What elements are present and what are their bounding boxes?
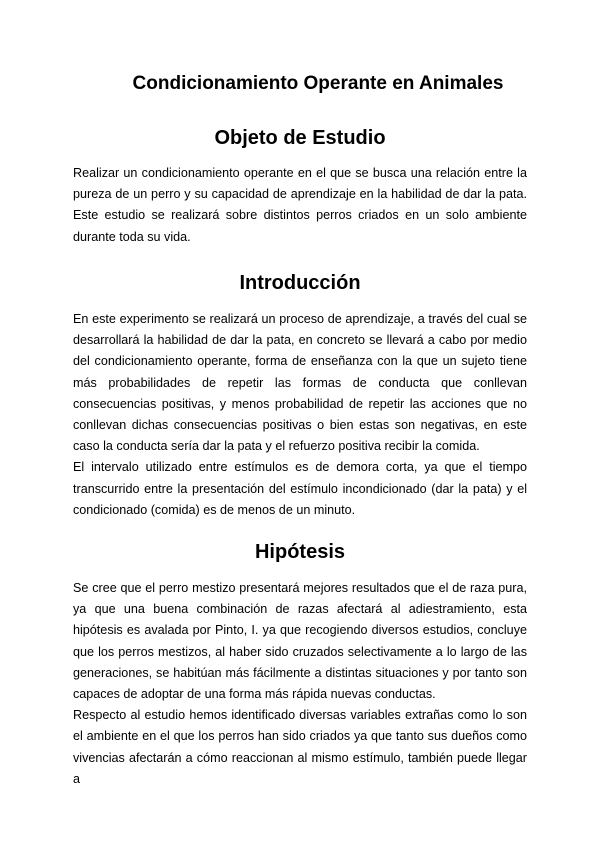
section-body-objeto [73,163,527,248]
section-heading-hipotesis: Hipótesis [254,541,346,563]
paragraph: Se cree que el perro mestizo presentará mejores resultados que el de raza pura, ya que una buena combinación de razas afectará al adiestramiento, esta hipótesis es avalada por Pinto, I. ya que recogiendo diversos estudios, concluye que los perros mestizos, al haber sido cruzados selectivamente a lo largo de las generaciones, se habitúan más fácilmente a distintas situaciones y por tanto son capaces de adoptar de una forma más rápida nuevas conductas. [73,581,527,702]
section-heading-objeto: Objeto de Estudio [214,127,386,149]
section-body-introduccion [73,309,527,521]
paragraph: El intervalo utilizado entre estímulos es de demora corta, ya que el tiempo transcurrido entre la presentación del estímulo incondicionado (dar la pata) y el condicionado (comida) es de menos de un minuto. [73,460,527,517]
paragraph: Realizar un condicionamiento operante en el que se busca una relación entre la pureza de un perro y su capacidad de aprendizaje en la habilidad de dar la pata. Este estudio se realizará sobre distintos perros criados en un solo ambiente durante toda su vida. [73,166,527,244]
document-title: Condicionamiento Operante en Animales [132,73,504,94]
paragraph: En este experimento se realizará un proceso de aprendizaje, a través del cual se desarrollará la habilidad de dar la pata, en concreto se llevará a cabo por medio del condicionamiento operante, forma de enseñanza con la que un sujeto tiene más probabilidades de repetir las formas de conducta que conllevan consecuencias positivas, y menos probabilidad de repetir las acciones que no conllevan dichas consecuencias positivas o bien estas son negativas, en este caso la conducta sería dar la pata y el refuerzo positiva recibir la comida. [73,312,527,454]
section-heading-introduccion: Introducción [239,272,361,294]
section-body-hipotesis [73,578,527,790]
paragraph: Respecto al estudio hemos identificado diversas variables extrañas como lo son el ambiente en el que los perros han sido criados ya que tanto sus dueños como vivencias afectarán a cómo reaccionan al mismo estímulo, también puede llegar a [73,708,527,786]
